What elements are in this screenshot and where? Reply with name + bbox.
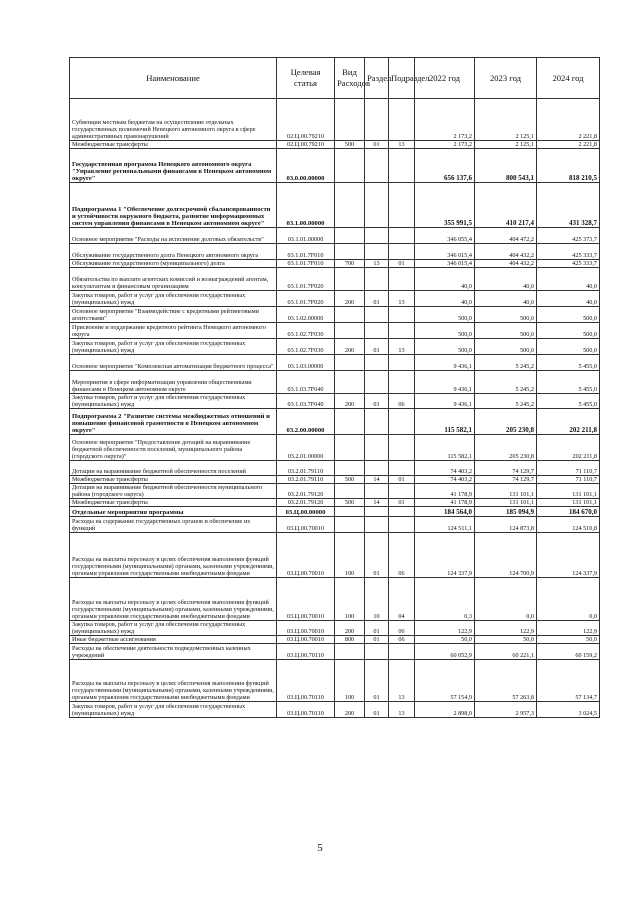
row-value-2023: 131 101,1 <box>475 499 537 507</box>
row-value-2024: 431 328,7 <box>537 183 600 228</box>
row-target-article: 03.1.03.00000 <box>277 355 335 371</box>
row-value-2023: 5 245,2 <box>475 355 537 371</box>
table-body <box>70 99 600 718</box>
row-value-2022: 355 991,5 <box>415 183 475 228</box>
row-value-2024: 124 510,8 <box>537 517 600 533</box>
row-value-2022: 9 436,1 <box>415 355 475 371</box>
col-header-podr: Подраздел <box>389 58 415 99</box>
row-target-article: 03.1.03.7F040 <box>277 394 335 409</box>
row-expense-type <box>335 409 365 435</box>
row-value-2024: 202 211,8 <box>537 409 600 435</box>
row-expense-type <box>335 517 365 533</box>
row-value-2023: 404 432,2 <box>475 244 537 260</box>
row-subsection <box>389 99 415 141</box>
row-name: Присвоение и поддержание кредитного рейтинга Ненецкого автономного округа <box>70 323 277 339</box>
row-expense-type: 700 <box>335 260 365 268</box>
row-expense-type <box>335 183 365 228</box>
row-subsection <box>389 461 415 476</box>
row-expense-type <box>335 507 365 517</box>
row-expense-type: 500 <box>335 141 365 149</box>
row-section <box>365 409 389 435</box>
row-value-2022: 346 015,4 <box>415 244 475 260</box>
table-row <box>70 517 600 533</box>
row-expense-type: 200 <box>335 339 365 355</box>
row-expense-type <box>335 99 365 141</box>
col-header-2024: 2024 год <box>537 58 600 99</box>
row-expense-type <box>335 149 365 183</box>
row-value-2023: 40,0 <box>475 291 537 307</box>
row-value-2022: 184 564,0 <box>415 507 475 517</box>
row-value-2024: 425 333,7 <box>537 260 600 268</box>
col-header-code: Целевая статья <box>277 58 335 99</box>
row-section: 01 <box>365 702 389 718</box>
row-section <box>365 355 389 371</box>
row-target-article: 03.1.01.7F010 <box>277 244 335 260</box>
row-section <box>365 435 389 461</box>
row-subsection <box>389 435 415 461</box>
row-value-2023: 500,0 <box>475 323 537 339</box>
table-row <box>70 99 600 141</box>
table-row <box>70 339 600 355</box>
row-value-2022: 500,0 <box>415 323 475 339</box>
table-row <box>70 307 600 323</box>
row-value-2023: 74 129,7 <box>475 461 537 476</box>
row-value-2023: 404 432,2 <box>475 260 537 268</box>
row-target-article: 03.1.00.00000 <box>277 183 335 228</box>
table-row <box>70 507 600 517</box>
row-target-article: 03.Ц.00.00000 <box>277 507 335 517</box>
row-value-2022: 9 436,1 <box>415 394 475 409</box>
row-section: 01 <box>365 339 389 355</box>
row-subsection <box>389 517 415 533</box>
table-row <box>70 394 600 409</box>
table-row <box>70 409 600 435</box>
col-header-2023: 2023 год <box>475 58 537 99</box>
row-subsection: 06 <box>389 636 415 644</box>
row-subsection <box>389 323 415 339</box>
row-target-article: 03.1.01.7F010 <box>277 260 335 268</box>
row-value-2024: 500,0 <box>537 323 600 339</box>
row-section: 10 <box>365 578 389 621</box>
row-value-2023: 205 230,8 <box>475 435 537 461</box>
row-value-2024: 60 159,2 <box>537 644 600 660</box>
row-value-2023: 74 129,7 <box>475 476 537 484</box>
row-value-2024: 50,0 <box>537 636 600 644</box>
row-name: Дотации на выравнивание бюджетной обеспеченности муниципального района (городского округа) <box>70 484 277 499</box>
row-subsection <box>389 484 415 499</box>
row-section: 14 <box>365 499 389 507</box>
table-row <box>70 499 600 507</box>
row-expense-type <box>335 323 365 339</box>
row-target-article: 03.2.01.79110 <box>277 476 335 484</box>
row-section <box>365 484 389 499</box>
row-value-2023: 410 217,4 <box>475 183 537 228</box>
row-subsection: 13 <box>389 702 415 718</box>
row-value-2022: 656 137,6 <box>415 149 475 183</box>
row-expense-type <box>335 435 365 461</box>
row-section: 14 <box>365 476 389 484</box>
table-row <box>70 260 600 268</box>
row-value-2024: 57 134,7 <box>537 660 600 702</box>
row-target-article: 03.1.02.00000 <box>277 307 335 323</box>
row-expense-type <box>335 461 365 476</box>
row-name: Государственная программа Ненецкого автономного округа "Управление региональными финансами в Ненецком автономном округе" <box>70 149 277 183</box>
row-value-2022: 40,0 <box>415 268 475 291</box>
row-expense-type <box>335 644 365 660</box>
table-row <box>70 660 600 702</box>
row-target-article: 02.Ц.00.79210 <box>277 141 335 149</box>
row-value-2024: 500,0 <box>537 339 600 355</box>
row-value-2024: 2 221,8 <box>537 99 600 141</box>
table-row <box>70 578 600 621</box>
row-name: Межбюджетные трансферты <box>70 476 277 484</box>
row-value-2024: 3 024,5 <box>537 702 600 718</box>
row-subsection <box>389 507 415 517</box>
row-value-2023: 124 700,9 <box>475 533 537 578</box>
table-row <box>70 484 600 499</box>
row-section <box>365 323 389 339</box>
row-subsection: 01 <box>389 260 415 268</box>
row-value-2023: 205 230,8 <box>475 409 537 435</box>
row-section: 01 <box>365 291 389 307</box>
row-subsection <box>389 228 415 244</box>
row-section <box>365 307 389 323</box>
table-row <box>70 461 600 476</box>
col-header-vid: Вид Расходов <box>335 58 365 99</box>
row-expense-type: 100 <box>335 533 365 578</box>
row-section <box>365 517 389 533</box>
row-name: Основное мероприятие "Взаимодействие с кредитными рейтинговыми агентствами" <box>70 307 277 323</box>
row-name: Мероприятия в сфере информатизации управления общественными финансами в Ненецком автономном округе <box>70 371 277 394</box>
row-subsection <box>389 244 415 260</box>
row-target-article: 03.1.03.7F040 <box>277 371 335 394</box>
row-subsection <box>389 355 415 371</box>
row-target-article: 03.1.01.7F020 <box>277 268 335 291</box>
row-section: 13 <box>365 260 389 268</box>
table-row <box>70 323 600 339</box>
row-name: Обслуживание государственного долга Ненецкого автономного округа <box>70 244 277 260</box>
row-value-2024: 71 110,7 <box>537 461 600 476</box>
row-value-2024: 425 333,7 <box>537 244 600 260</box>
row-section: 01 <box>365 660 389 702</box>
row-section <box>365 507 389 517</box>
row-section <box>365 268 389 291</box>
row-target-article: 03.0.00.00000 <box>277 149 335 183</box>
row-value-2022: 74 403,2 <box>415 461 475 476</box>
budget-table <box>69 57 600 718</box>
row-target-article: 03.Ц.00.70010 <box>277 636 335 644</box>
row-value-2023: 500,0 <box>475 307 537 323</box>
table-row <box>70 141 600 149</box>
row-expense-type <box>335 244 365 260</box>
row-value-2024: 71 110,7 <box>537 476 600 484</box>
row-subsection <box>389 371 415 394</box>
row-expense-type <box>335 371 365 394</box>
row-expense-type <box>335 307 365 323</box>
row-value-2022: 115 582,1 <box>415 409 475 435</box>
row-name: Дотации на выравнивание бюджетной обеспеченности поселений <box>70 461 277 476</box>
row-name: Основное мероприятие "Предоставление дотаций на выравнивание бюджетной обеспеченности поселений, муниципального района (городского округа)" <box>70 435 277 461</box>
row-name: Обязательства по выплате агентских комиссий и вознаграждений агентам, консультантам и финансовым организациям <box>70 268 277 291</box>
row-value-2023: 57 263,8 <box>475 660 537 702</box>
table-row <box>70 244 600 260</box>
row-value-2022: 500,0 <box>415 307 475 323</box>
row-value-2023: 50,0 <box>475 636 537 644</box>
row-section <box>365 99 389 141</box>
row-subsection: 06 <box>389 533 415 578</box>
row-expense-type: 500 <box>335 499 365 507</box>
row-expense-type: 200 <box>335 394 365 409</box>
row-expense-type: 200 <box>335 291 365 307</box>
row-value-2024: 40,0 <box>537 291 600 307</box>
table-row <box>70 371 600 394</box>
row-target-article: 03.Ц.00.70110 <box>277 644 335 660</box>
row-value-2022: 41 178,9 <box>415 499 475 507</box>
row-name: Подпрограмма 1 "Обеспечение долгосрочной сбалансированности и устойчивости окружного бюджета, развитие информационных систем управления финансами в Ненецком автономном округе" <box>70 183 277 228</box>
row-value-2023: 2 125,1 <box>475 99 537 141</box>
row-value-2024: 40,0 <box>537 268 600 291</box>
row-value-2024: 0,0 <box>537 578 600 621</box>
row-section: 01 <box>365 141 389 149</box>
row-section: 01 <box>365 533 389 578</box>
row-value-2022: 346 055,4 <box>415 228 475 244</box>
row-value-2024: 5 455,0 <box>537 371 600 394</box>
row-value-2022: 57 154,9 <box>415 660 475 702</box>
row-target-article: 03.Ц.00.70110 <box>277 702 335 718</box>
row-name: Расходы на выплаты персоналу в целях обеспечения выполнения функций государственными (муниципальными) органами, казенными учреждениями, органами управления государственными внебюджетными фондами <box>70 660 277 702</box>
row-value-2022: 500,0 <box>415 339 475 355</box>
row-value-2024: 425 373,7 <box>537 228 600 244</box>
row-value-2024: 131 101,1 <box>537 484 600 499</box>
row-value-2022: 2 898,0 <box>415 702 475 718</box>
row-value-2024: 2 221,8 <box>537 141 600 149</box>
row-section: 01 <box>365 636 389 644</box>
row-value-2023: 185 094,9 <box>475 507 537 517</box>
col-header-razd: Раздел <box>365 58 389 99</box>
row-name: Отдельные мероприятия программы <box>70 507 277 517</box>
row-subsection <box>389 149 415 183</box>
row-name: Расходы на выплаты персоналу в целях обеспечения выполнения функций государственными (муниципальными) органами, казенными учреждениями, органами управления государственными внебюджетными фондами <box>70 533 277 578</box>
row-target-article: 03.1.01.7F020 <box>277 291 335 307</box>
row-target-article: 03.Ц.00.70010 <box>277 517 335 533</box>
row-name: Расходы на выплаты персоналу в целях обеспечения выполнения функций государственными (муниципальными) органами, казенными учреждениями, органами управления государственными внебюджетными фондами <box>70 578 277 621</box>
row-target-article: 03.2.01.79110 <box>277 461 335 476</box>
row-value-2023: 404 472,2 <box>475 228 537 244</box>
row-name: Расходы на обеспечение деятельности подведомственных казенных учреждений <box>70 644 277 660</box>
row-value-2023: 500,0 <box>475 339 537 355</box>
row-name: Основное мероприятие "Расходы на исполнение долговых обязательств" <box>70 228 277 244</box>
row-value-2022: 124 511,1 <box>415 517 475 533</box>
row-subsection: 06 <box>389 394 415 409</box>
row-expense-type: 200 <box>335 621 365 636</box>
table-row <box>70 636 600 644</box>
row-value-2023: 40,0 <box>475 268 537 291</box>
row-target-article: 03.1.02.7F030 <box>277 339 335 355</box>
table-header-row <box>70 58 600 99</box>
table-row <box>70 183 600 228</box>
table-row <box>70 228 600 244</box>
row-expense-type <box>335 355 365 371</box>
row-name: Расходы на содержание государственных органов и обеспечение их функций <box>70 517 277 533</box>
row-name: Закупка товаров, работ и услуг для обеспечения государственных (муниципальных) нужд <box>70 291 277 307</box>
row-value-2022: 124 337,9 <box>415 533 475 578</box>
row-section <box>365 149 389 183</box>
row-section <box>365 228 389 244</box>
row-subsection: 01 <box>389 499 415 507</box>
row-value-2022: 115 582,1 <box>415 435 475 461</box>
row-name: Подпрограмма 2 "Развитие системы межбюджетных отношений и повышение финансовой грамотности в Ненецком автономном округе" <box>70 409 277 435</box>
table-row <box>70 149 600 183</box>
row-target-article: 03.2.00.00000 <box>277 409 335 435</box>
row-expense-type <box>335 268 365 291</box>
row-value-2022: 122,9 <box>415 621 475 636</box>
row-expense-type <box>335 228 365 244</box>
row-target-article: 03.1.01.00000 <box>277 228 335 244</box>
row-subsection: 13 <box>389 141 415 149</box>
row-expense-type: 800 <box>335 636 365 644</box>
row-target-article: 03.2.01.79120 <box>277 499 335 507</box>
row-target-article: 03.Ц.00.70110 <box>277 660 335 702</box>
row-value-2023: 2 957,3 <box>475 702 537 718</box>
row-value-2023: 122,9 <box>475 621 537 636</box>
row-target-article: 03.1.02.7F030 <box>277 323 335 339</box>
row-value-2022: 9 436,1 <box>415 371 475 394</box>
row-subsection: 13 <box>389 291 415 307</box>
row-section: 01 <box>365 394 389 409</box>
row-value-2023: 2 125,1 <box>475 141 537 149</box>
row-value-2024: 184 670,0 <box>537 507 600 517</box>
row-value-2024: 202 211,8 <box>537 435 600 461</box>
table-row <box>70 621 600 636</box>
row-subsection <box>389 409 415 435</box>
row-section <box>365 371 389 394</box>
table-row <box>70 476 600 484</box>
row-subsection <box>389 307 415 323</box>
row-value-2023: 60 221,1 <box>475 644 537 660</box>
row-target-article: 03.Ц.00.70010 <box>277 533 335 578</box>
row-name: Межбюджетные трансферты <box>70 499 277 507</box>
row-expense-type: 500 <box>335 476 365 484</box>
row-name: Иные бюджетные ассигнования <box>70 636 277 644</box>
row-target-article: 03.2.01.00000 <box>277 435 335 461</box>
row-value-2022: 74 403,2 <box>415 476 475 484</box>
row-value-2024: 500,0 <box>537 307 600 323</box>
row-name: Основное мероприятие "Комплексная автоматизация бюджетного процесса" <box>70 355 277 371</box>
row-name: Закупка товаров, работ и услуг для обеспечения государственных (муниципальных) нужд <box>70 339 277 355</box>
row-name: Межбюджетные трансферты <box>70 141 277 149</box>
row-value-2023: 5 245,2 <box>475 371 537 394</box>
row-subsection: 13 <box>389 660 415 702</box>
row-section <box>365 644 389 660</box>
row-value-2024: 122,9 <box>537 621 600 636</box>
row-subsection: 04 <box>389 578 415 621</box>
table-row <box>70 435 600 461</box>
row-value-2024: 818 210,5 <box>537 149 600 183</box>
row-value-2022: 40,0 <box>415 291 475 307</box>
row-target-article: 02.Ц.00.79210 <box>277 99 335 141</box>
row-value-2023: 124 873,8 <box>475 517 537 533</box>
row-subsection <box>389 183 415 228</box>
row-expense-type: 100 <box>335 660 365 702</box>
row-value-2023: 800 543,1 <box>475 149 537 183</box>
row-value-2024: 5 455,0 <box>537 394 600 409</box>
table-row <box>70 702 600 718</box>
row-section: 01 <box>365 621 389 636</box>
row-name: Обслуживание государственного (муниципального) долга <box>70 260 277 268</box>
row-expense-type <box>335 484 365 499</box>
col-header-name: Наименование <box>70 58 277 99</box>
row-subsection: 06 <box>389 621 415 636</box>
row-value-2022: 60 052,9 <box>415 644 475 660</box>
col-header-2022: 2022 год <box>415 58 475 99</box>
row-section <box>365 183 389 228</box>
row-value-2022: 2 173,2 <box>415 141 475 149</box>
row-target-article: 03.2.01.79120 <box>277 484 335 499</box>
row-name: Закупка товаров, работ и услуг для обеспечения государственных (муниципальных) нужд <box>70 702 277 718</box>
row-subsection: 13 <box>389 339 415 355</box>
row-value-2022: 50,0 <box>415 636 475 644</box>
row-value-2024: 124 337,9 <box>537 533 600 578</box>
table-row <box>70 644 600 660</box>
row-value-2023: 5 245,2 <box>475 394 537 409</box>
row-name: Закупка товаров, работ и услуг для обеспечения государственных (муниципальных) нужд <box>70 621 277 636</box>
row-subsection <box>389 268 415 291</box>
table-row <box>70 268 600 291</box>
row-value-2022: 0,3 <box>415 578 475 621</box>
row-value-2022: 41 178,9 <box>415 484 475 499</box>
row-section <box>365 461 389 476</box>
row-value-2023: 0,0 <box>475 578 537 621</box>
row-subsection: 01 <box>389 476 415 484</box>
table-row <box>70 355 600 371</box>
row-subsection <box>389 644 415 660</box>
row-target-article: 03.Ц.00.70010 <box>277 578 335 621</box>
row-expense-type: 100 <box>335 578 365 621</box>
row-section <box>365 244 389 260</box>
row-value-2024: 5 455,0 <box>537 355 600 371</box>
row-target-article: 03.Ц.00.70010 <box>277 621 335 636</box>
row-value-2024: 131 101,1 <box>537 499 600 507</box>
row-expense-type: 200 <box>335 702 365 718</box>
row-value-2022: 346 015,4 <box>415 260 475 268</box>
table-row <box>70 291 600 307</box>
row-value-2023: 131 101,1 <box>475 484 537 499</box>
table-row <box>70 533 600 578</box>
row-value-2022: 2 173,2 <box>415 99 475 141</box>
row-name: Субвенции местным бюджетам на осуществление отдельных государственных полномочий Ненецкого автономного округа в сфере административных правонарушений <box>70 99 277 141</box>
page-number: 5 <box>317 842 323 854</box>
row-name: Закупка товаров, работ и услуг для обеспечения государственных (муниципальных) нужд <box>70 394 277 409</box>
